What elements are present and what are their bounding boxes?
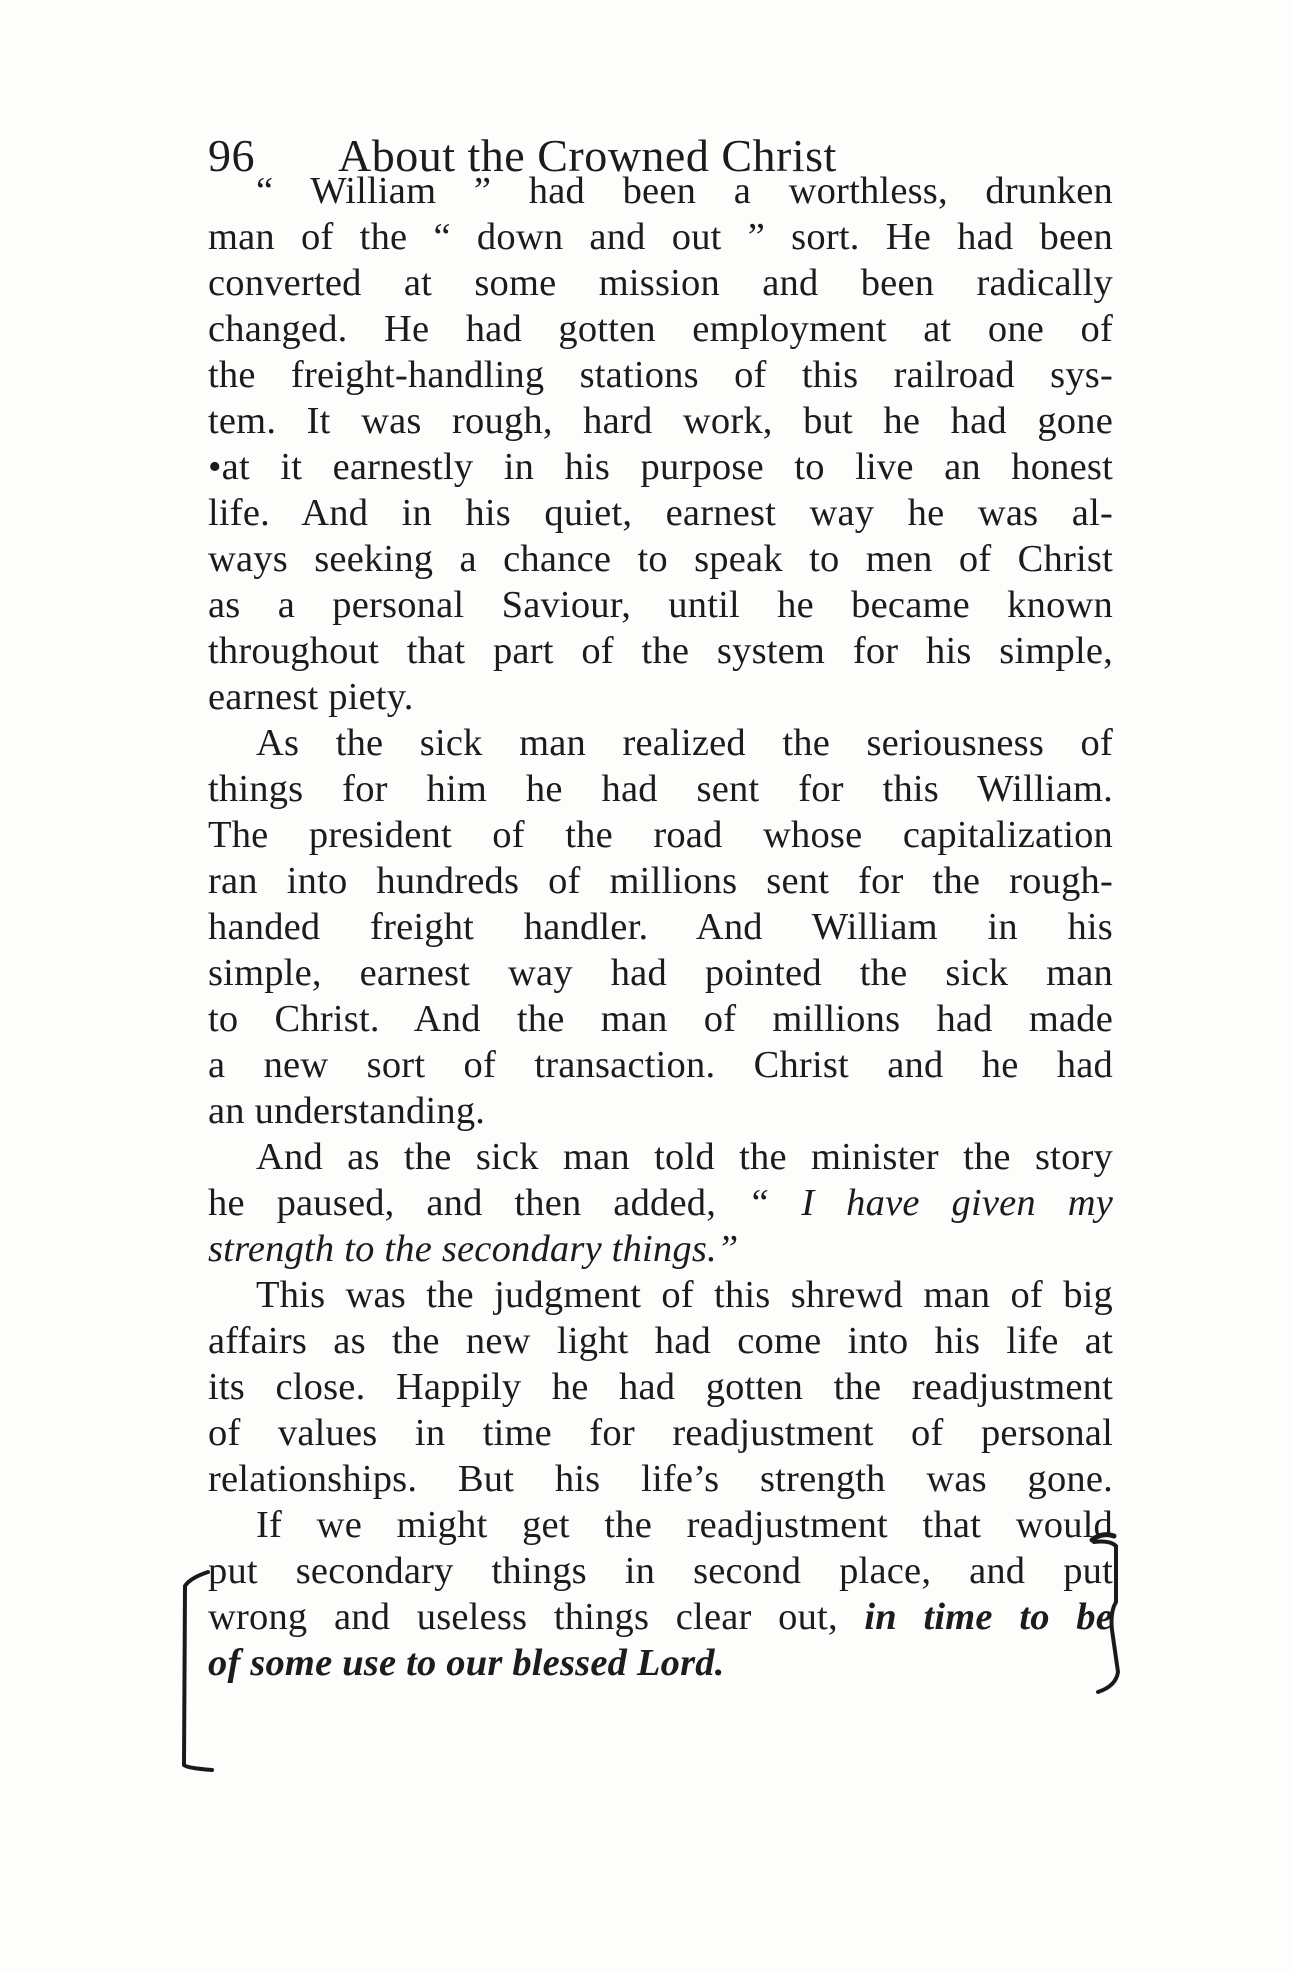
- text-line: things for him he had sent for this William.: [208, 768, 1113, 810]
- emphasis-text: in time to be: [864, 1596, 1113, 1638]
- text-line: As the sick man realized the seriousness of: [256, 722, 1113, 764]
- text-line: simple, earnest way had pointed the sick man: [208, 952, 1113, 994]
- text-line: The president of the road whose capitalization: [208, 814, 1113, 856]
- text-line: If we might get the readjustment that would: [256, 1504, 1113, 1546]
- text-line: man of the “ down and out ” sort. He had been: [208, 216, 1113, 258]
- text-line: This was the judgment of this shrewd man of big: [256, 1274, 1113, 1316]
- text-line: its close. Happily he had gotten the readjustment: [208, 1366, 1113, 1408]
- text-line: to Christ. And the man of millions had made: [208, 998, 1113, 1040]
- text-line: handed freight handler. And William in his: [208, 906, 1113, 948]
- text-line: And as the sick man told the minister the story: [256, 1136, 1113, 1178]
- text-line: [208, 1594, 1113, 1640]
- page-number: 96: [208, 130, 255, 181]
- text-line: throughout that part of the system for his simple,: [208, 630, 1113, 672]
- text-line: a new sort of transaction. Christ and he had: [208, 1044, 1113, 1086]
- text-line: earnest piety.: [208, 676, 414, 718]
- text-line: [208, 1180, 1113, 1226]
- emphasis-text: of some use to our blessed Lord.: [208, 1642, 725, 1684]
- text-line: ways seeking a chance to speak to men of Christ: [208, 538, 1113, 580]
- text-line: affairs as the new light had come into his life at: [208, 1320, 1113, 1362]
- quote-italic: strength to the secondary things.”: [208, 1228, 739, 1270]
- text-line: life. And in his quiet, earnest way he was al-: [208, 492, 1113, 534]
- text-line: ran into hundreds of millions sent for the rough-: [208, 860, 1113, 902]
- running-head: About the Crowned Christ: [338, 130, 837, 181]
- text-line: an understanding.: [208, 1090, 486, 1132]
- text-line: converted at some mission and been radically: [208, 262, 1113, 304]
- quote-italic: “ I have given my: [747, 1182, 1113, 1224]
- text-segment: wrong and useless things clear out,: [208, 1596, 865, 1638]
- text-line: •at it earnestly in his purpose to live an honest: [208, 446, 1113, 488]
- text-line: tem. It was rough, hard work, but he had gone: [208, 400, 1113, 442]
- text-line: put secondary things in second place, and put: [208, 1550, 1113, 1592]
- text-line: as a personal Saviour, until he became known: [208, 584, 1113, 626]
- text-line: relationships. But his life’s strength was gone.: [208, 1458, 1113, 1500]
- text-line: of values in time for readjustment of personal: [208, 1412, 1113, 1454]
- text-line: “ William ” had been a worthless, drunken: [256, 170, 1113, 212]
- text-line: changed. He had gotten employment at one of: [208, 308, 1113, 350]
- text-segment: he paused, and then added,: [208, 1182, 748, 1224]
- text-line: the freight-handling stations of this railroad sys-: [208, 354, 1113, 396]
